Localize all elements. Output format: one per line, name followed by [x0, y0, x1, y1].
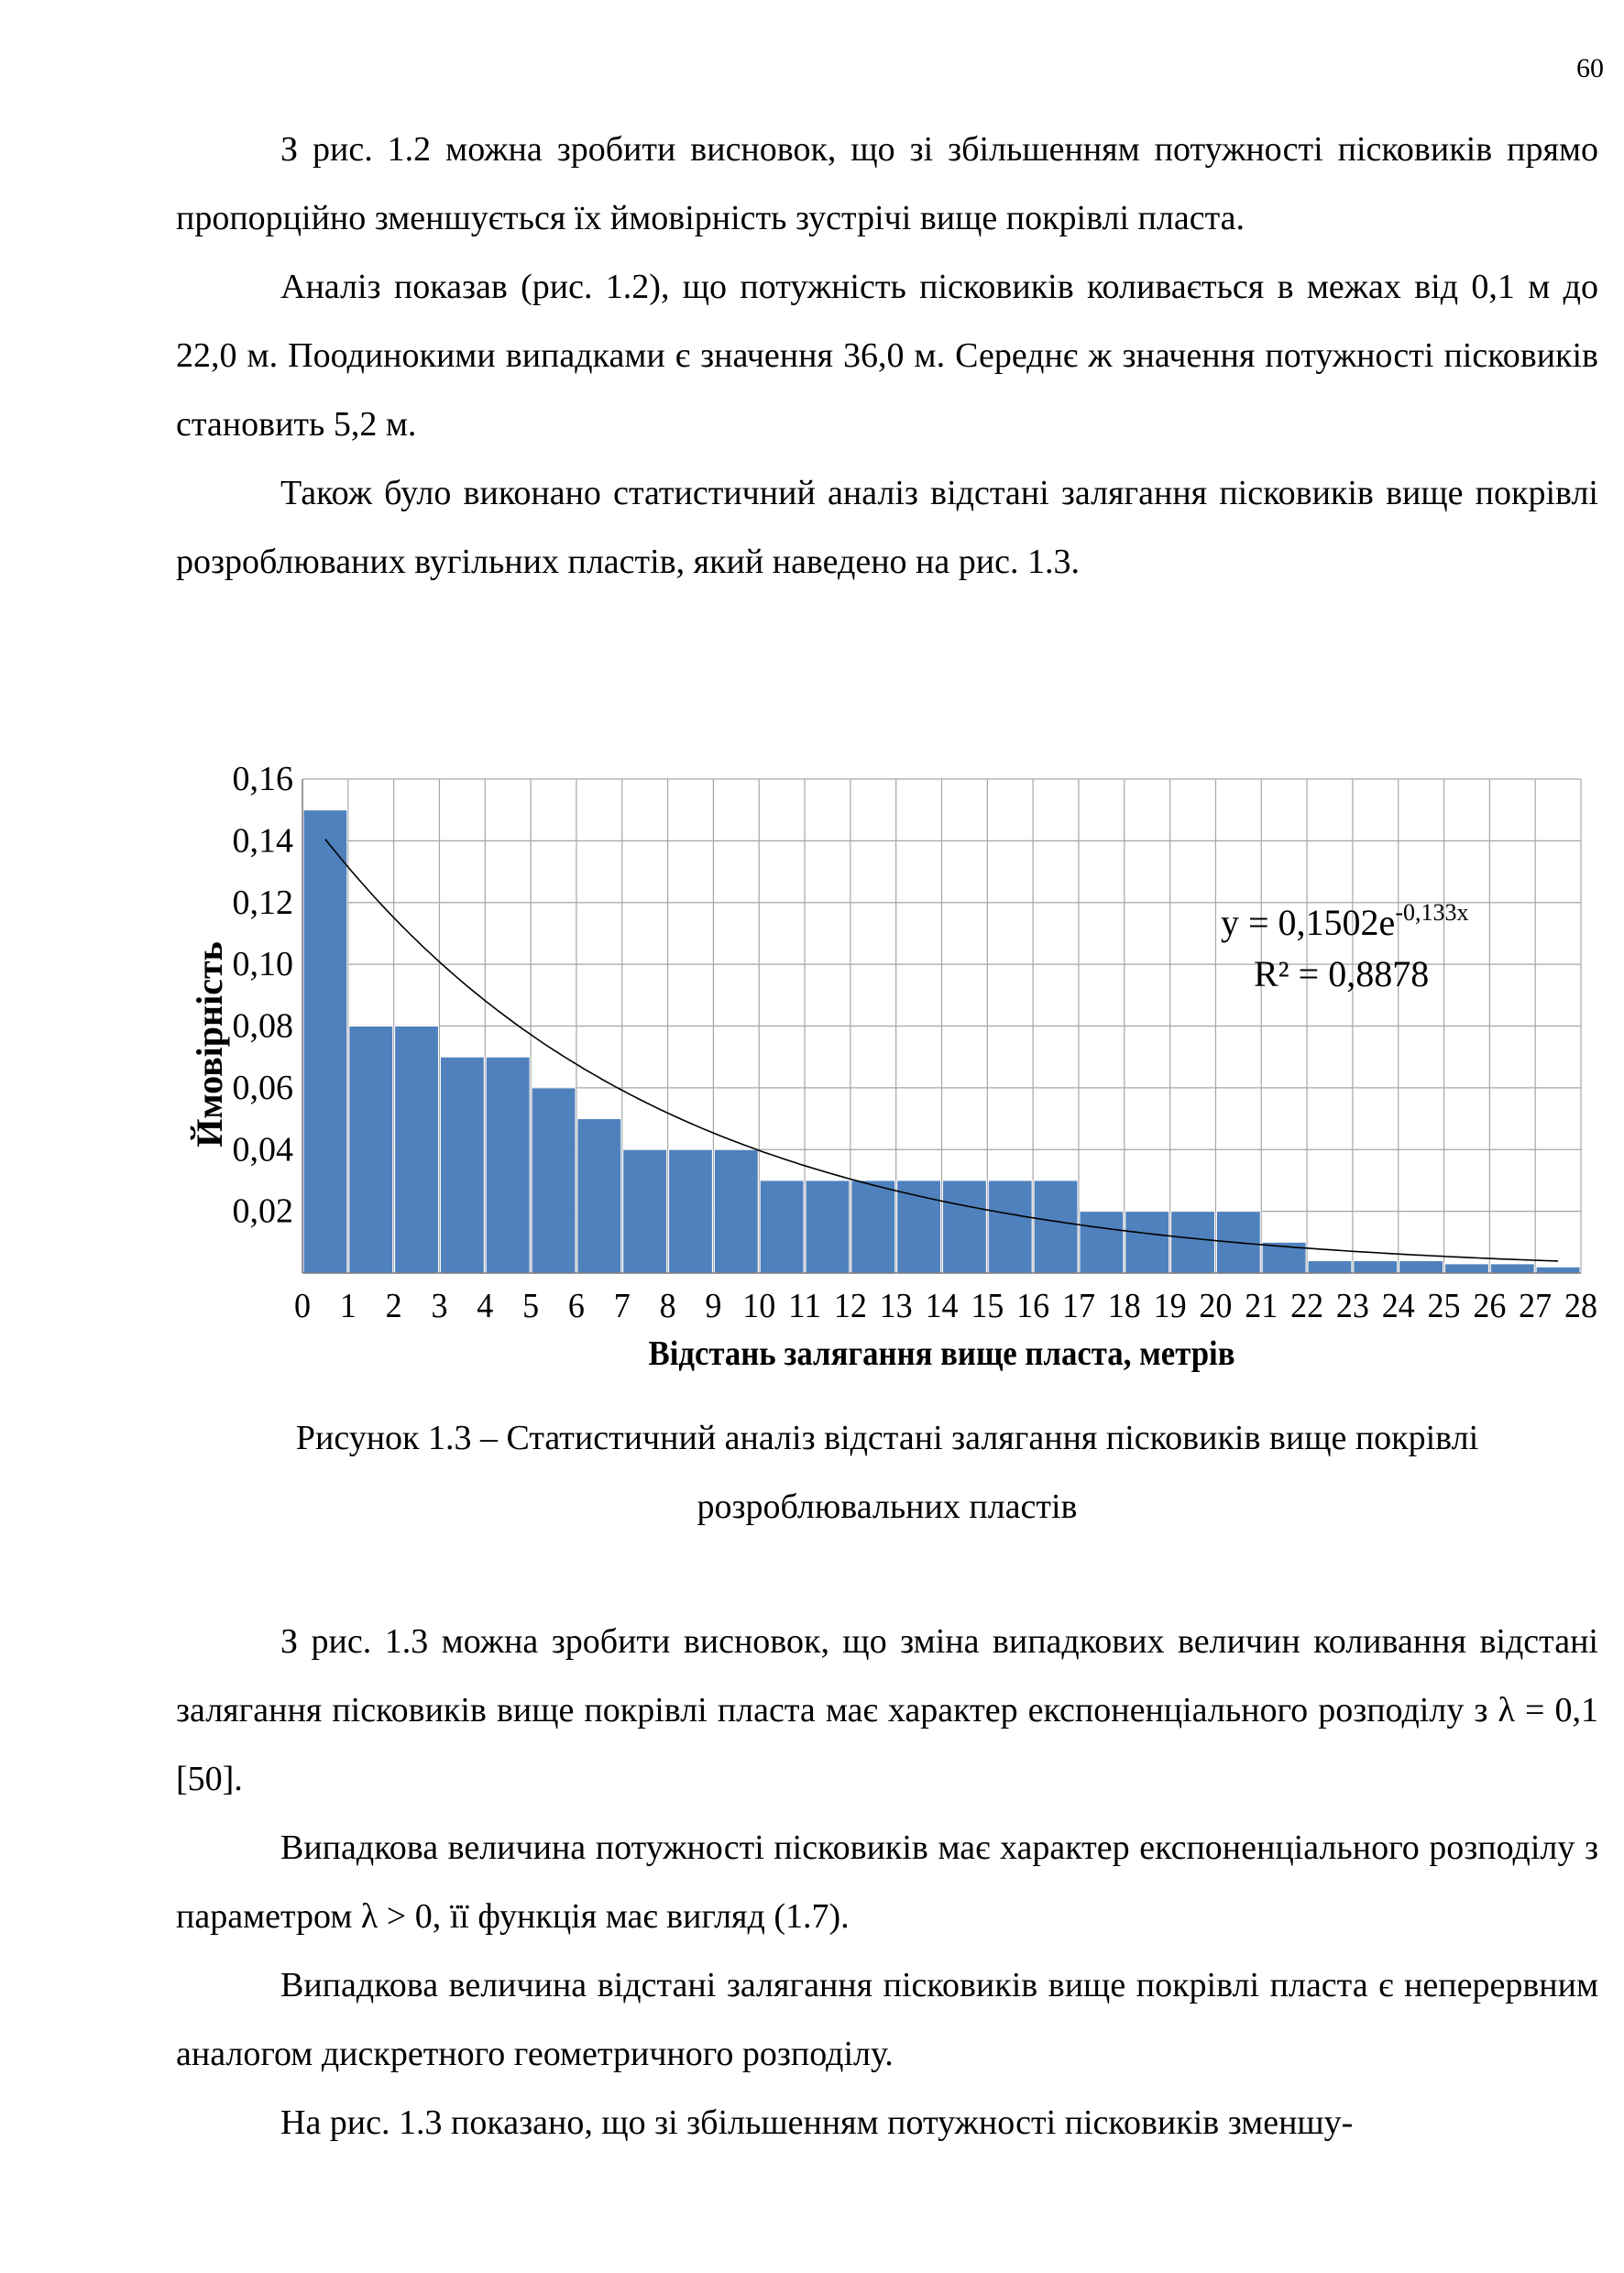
y-tick-label: 0,12 [232, 883, 293, 922]
x-tick-label: 18 [1107, 1287, 1141, 1325]
figure-caption [176, 1404, 1598, 1542]
chart-bar [440, 1057, 484, 1273]
x-tick-label: 26 [1473, 1287, 1507, 1325]
chart-bar [806, 1180, 850, 1273]
paragraph-3: Також було виконано статистичний аналіз відстані залягання пісковиків вище покрівлі розроблюваних вугільних пластів, який наведено на рис. 1.3. [176, 474, 1598, 581]
trendline-equation-base: y = 0,1502e [1221, 902, 1396, 943]
chart-bar [1171, 1212, 1215, 1273]
x-tick-label: 7 [613, 1287, 631, 1325]
y-tick-label: 0,04 [232, 1130, 293, 1169]
chart-bar [1354, 1261, 1398, 1273]
x-tick-label: 28 [1564, 1287, 1597, 1325]
y-tick-label: 0,02 [232, 1191, 293, 1231]
chart-bar [1445, 1264, 1489, 1273]
chart-bar [1399, 1261, 1443, 1273]
x-tick-label: 0 [294, 1287, 311, 1325]
paragraph-6: Випадкова величина відстані залягання пісковиків вище покрівлі пласта є неперервним аналогом дискретного геометричного розподілу. [176, 1966, 1598, 2073]
y-tick-label: 0,10 [232, 945, 293, 984]
chart-bar [1034, 1180, 1078, 1273]
x-tick-label: 23 [1335, 1287, 1369, 1325]
chart-bar [714, 1149, 758, 1273]
chart-bar [623, 1149, 667, 1273]
chart-bar [486, 1057, 530, 1273]
x-tick-label: 16 [1016, 1287, 1050, 1325]
chart-bar [1490, 1264, 1534, 1273]
x-tick-label: 13 [879, 1287, 913, 1325]
x-tick-label: 27 [1519, 1287, 1553, 1325]
y-tick-label: 0,06 [232, 1068, 293, 1107]
x-tick-label: 11 [788, 1287, 822, 1325]
chart-bar [943, 1180, 987, 1273]
chart-bar [897, 1180, 941, 1273]
chart-bar [532, 1088, 576, 1273]
page-number: 60 [1576, 53, 1604, 83]
trendline-equation-exponent: -0,133x [1395, 899, 1469, 926]
figure-1-3-chart [165, 753, 1604, 1377]
x-tick-label: 8 [659, 1287, 676, 1325]
chart-bar [851, 1180, 895, 1273]
x-tick-label: 1 [339, 1287, 357, 1325]
caption-line-2: розроблювальних пластів [697, 1488, 1078, 1526]
caption-line-1: Рисунок 1.3 – Статистичний аналіз відстані залягання пісковиків вище покрівлі [295, 1419, 1479, 1457]
x-tick-label: 9 [705, 1287, 722, 1325]
chart-bar [1080, 1212, 1124, 1273]
x-tick-label: 25 [1427, 1287, 1461, 1325]
chart-bar [1536, 1267, 1580, 1273]
y-axis-title: Ймовірність [189, 941, 230, 1147]
x-tick-label: 5 [522, 1287, 540, 1325]
paragraph-2: Аналіз показав (рис. 1.2), що потужність пісковиків коливається в межах від 0,1 м до 22,0 м. Поодинокими випадками є значення 36,0 м. Середнє ж значення потужності пісковиків становить 5,2 м. [176, 268, 1598, 444]
x-tick-label: 20 [1199, 1287, 1233, 1325]
x-axis-title: Відстань залягання вище пласта, метрів [648, 1334, 1235, 1373]
chart-bar [760, 1180, 804, 1273]
x-tick-label: 24 [1381, 1287, 1415, 1325]
paragraph-5: Випадкова величина потужності пісковиків має характер експоненціального розподілу з параметром λ > 0, її функція має вигляд (1.7). [176, 1828, 1598, 1936]
bottom-text [176, 1608, 1598, 2158]
x-tick-label: 4 [477, 1287, 494, 1325]
x-tick-label: 14 [925, 1287, 959, 1325]
x-tick-label: 2 [385, 1287, 402, 1325]
y-tick-label: 0,08 [232, 1006, 293, 1046]
chart-svg [165, 753, 1604, 1377]
x-tick-label: 10 [742, 1287, 776, 1325]
top-text [176, 115, 1598, 597]
paragraph-1: З рис. 1.2 можна зробити висновок, що зі збільшенням потужності пісковиків прямо пропорційно зменшується їх ймовірність зустрічі вище покрівлі пласта. [176, 130, 1598, 237]
chart-bar [669, 1149, 713, 1273]
y-tick-label: 0,14 [232, 821, 293, 861]
paragraph-4: З рис. 1.3 можна зробити висновок, що зміна випадкових величин коливання відстані залягання пісковиків вище покрівлі пласта має характер експоненціального розподілу з λ = 0,1 [50]. [176, 1622, 1598, 1798]
x-tick-label: 17 [1061, 1287, 1095, 1325]
chart-bar [577, 1119, 621, 1273]
x-tick-label: 3 [431, 1287, 448, 1325]
chart-bar [349, 1027, 393, 1274]
chart-bar [988, 1180, 1032, 1273]
x-tick-label: 15 [971, 1287, 1004, 1325]
chart-bar [303, 810, 347, 1273]
paragraph-7: На рис. 1.3 показано, що зі збільшенням потужності пісковиків зменшу- [280, 2103, 1354, 2142]
trendline-r-squared: R² = 0,8878 [1254, 953, 1430, 994]
chart-bar [1125, 1212, 1169, 1273]
x-tick-label: 19 [1153, 1287, 1187, 1325]
y-tick-label: 0,16 [232, 760, 293, 798]
x-tick-label: 12 [833, 1287, 867, 1325]
x-tick-label: 21 [1245, 1287, 1278, 1325]
x-tick-label: 6 [567, 1287, 585, 1325]
x-tick-label: 22 [1290, 1287, 1324, 1325]
chart-bar [1308, 1261, 1352, 1273]
chart-bar [395, 1027, 439, 1274]
